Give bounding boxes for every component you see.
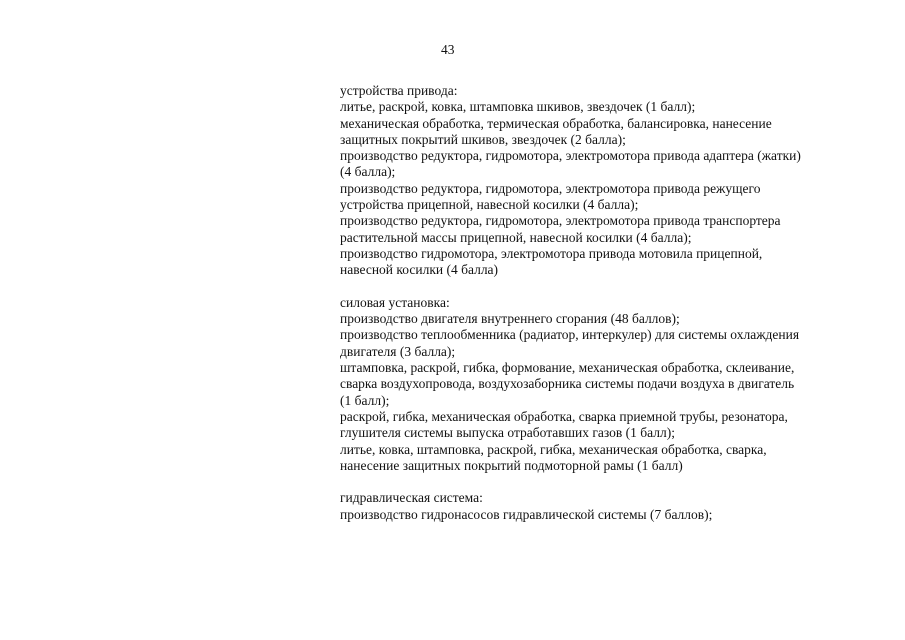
- text-line: глушителя системы выпуска отработавших газов (1 балл);: [340, 425, 675, 441]
- text-line: производство теплообменника (радиатор, интеркулер) для системы охлаждения: [340, 327, 800, 343]
- section-drive-devices: [340, 83, 880, 279]
- text-line: навесной косилки (4 балла): [340, 262, 499, 278]
- text-line: устройства прицепной, навесной косилки (4 балла);: [340, 197, 639, 213]
- section-power-unit: [340, 295, 880, 474]
- text-line: сварка воздухопровода, воздухозаборника системы подачи воздуха в двигатель: [340, 376, 795, 392]
- text-line: производство двигателя внутреннего сгорания (48 баллов);: [340, 311, 680, 327]
- text-line: производство редуктора, гидромотора, электромотора привода транспортера: [340, 213, 781, 229]
- section-hydraulic-system: [340, 490, 880, 523]
- text-line: нанесение защитных покрытий подмоторной рамы (1 балл): [340, 457, 683, 473]
- section-heading: силовая установка:: [340, 294, 450, 310]
- text-line: производство редуктора, гидромотора, электромотора привода режущего: [340, 180, 761, 196]
- text-line: штамповка, раскрой, гибка, формование, механическая обработка, склеивание,: [340, 360, 795, 376]
- text-line: производство гидронасосов гидравлической системы (7 баллов);: [340, 506, 713, 522]
- document-body: [340, 83, 880, 539]
- text-line: литье, ковка, штамповка, раскрой, гибка, механическая обработка, сварка,: [340, 441, 767, 457]
- text-line: защитных покрытий шкивов, звездочек (2 балла);: [340, 131, 626, 147]
- section-heading: гидравлическая система:: [340, 490, 483, 506]
- section-heading: устройства привода:: [340, 83, 458, 98]
- text-line: (1 балл);: [340, 392, 390, 408]
- page-number: 43: [441, 42, 455, 57]
- text-line: механическая обработка, термическая обработка, балансировка, нанесение: [340, 115, 772, 131]
- text-line: литье, раскрой, ковка, штамповка шкивов, звездочек (1 балл);: [340, 99, 696, 115]
- text-line: двигателя (3 балла);: [340, 343, 456, 359]
- text-line: производство редуктора, гидромотора, электромотора привода адаптера (жатки): [340, 148, 801, 164]
- text-line: (4 балла);: [340, 164, 396, 180]
- text-line: растительной массы прицепной, навесной косилки (4 балла);: [340, 229, 692, 245]
- text-line: производство гидромотора, электромотора привода мотовила прицепной,: [340, 245, 763, 261]
- text-line: раскрой, гибка, механическая обработка, сварка приемной трубы, резонатора,: [340, 408, 788, 424]
